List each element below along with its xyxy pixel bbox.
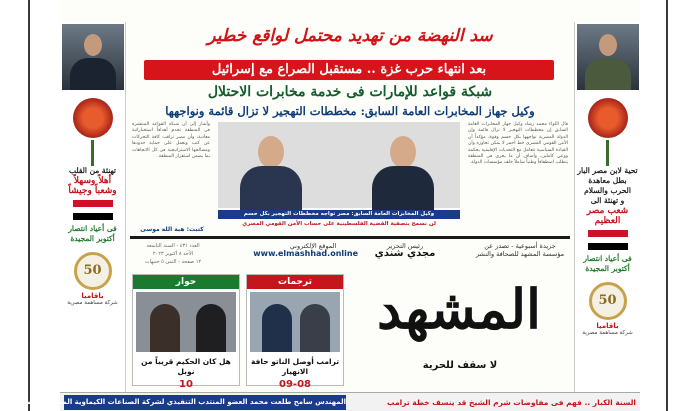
- guest-figure: [368, 128, 438, 208]
- anniversary-badge-icon: 50: [589, 282, 627, 320]
- newspaper-slogan: لا سقف للحرية: [422, 360, 498, 371]
- editor-label: رئيس التحرير: [386, 242, 424, 250]
- anniversary-badge-icon: 50: [74, 252, 112, 290]
- left-side-column: [60, 22, 126, 411]
- footer-ticker: [21, 392, 640, 411]
- frame-border-right: [666, 0, 668, 411]
- article-column-left: وأشار إلى أن شبكة القواعد المنتشرة فى المنطقة تخدم أهدافاً استخباراتية معادية، وأن مصر تراقب كافة التحركات عن كثب وتعمل على حماية حدودها ومصالحها الاستراتيجية فى كل الاتجاهات بما يضمن استقرار المنطقة.: [132, 122, 210, 160]
- right-greeting-text: و تهنئة الى: [590, 196, 625, 205]
- article-author: كتبت: هبة الله موسى: [140, 226, 204, 233]
- issue-line-2: الأحد ٨ أكتوبر ٢٠٢٣: [152, 251, 194, 257]
- rose-stem-icon: [606, 140, 609, 166]
- website-url[interactable]: www.elmashhad.online: [253, 249, 358, 258]
- president-portrait: [62, 24, 124, 90]
- blue-headline: وكيل جهاز المخابرات العامة السابق: مخططات التهجير لا تزال قائمة ونواجهها: [165, 104, 535, 118]
- left-tagline-text: شركة مساهمة مصرية: [67, 300, 118, 306]
- main-headline: سد النهضة من تهديد محتمل لواقع خطير: [207, 26, 493, 46]
- frame-border-left: [28, 0, 30, 411]
- publisher-credit: [472, 242, 568, 258]
- editor-credit: [360, 242, 450, 258]
- photo-caption-blue: وكيل المخابرات العامة السابق: مصر تواجه مخططات التهجير بكل حسم: [218, 210, 460, 219]
- logo-text: المشهد: [376, 277, 542, 341]
- translations-box[interactable]: [246, 274, 344, 390]
- left-congrats-text: تهنئة من القلب: [68, 166, 117, 175]
- right-brand-text: باقاميا: [596, 322, 619, 330]
- publisher-line-2: مؤسسة المشهد للصحافة والنشر: [475, 250, 565, 258]
- right-slogan-text: شعب مصر العظيم: [586, 206, 629, 226]
- article-photo: [218, 122, 460, 208]
- right-side-column: [574, 22, 640, 411]
- military-portrait: [577, 24, 639, 90]
- issue-info: [132, 242, 214, 266]
- translations-title: ترجمات: [247, 275, 343, 289]
- newspaper-logo: [350, 278, 568, 340]
- banner-headline: بعد انتهاء حرب غزة .. مستقبل الصراع مع إسرائيل: [144, 60, 554, 80]
- newspaper-page: [21, 0, 640, 411]
- egypt-flag-icon: [73, 200, 113, 220]
- issue-line-1: العدد ٤٣١ - السنة التاسعة: [146, 243, 200, 249]
- interviewer-figure: [236, 128, 306, 208]
- right-occasion-text: فى أعياد انتصار أكتوبر المجيدة: [583, 254, 632, 273]
- rose-icon: [73, 98, 113, 138]
- left-occasion-text: فى أعياد انتصار أكتوبر المجيدة: [68, 224, 117, 243]
- website-label: الموقع الإلكتروني: [289, 242, 337, 250]
- right-congrats-text: تحية لابن مصر البار بطل معاهدة الحرب والسلام: [577, 166, 638, 195]
- masthead-info-strip: [132, 242, 568, 270]
- dialogue-title: حوار: [133, 275, 239, 289]
- left-slogan-text: أهلاً وسهلاً وشعباً وجيشاً: [68, 176, 117, 196]
- rose-icon: [588, 98, 628, 138]
- translations-photo: [250, 292, 340, 352]
- publisher-line-1: جريدة أسبوعية - تصدر عن: [484, 242, 556, 250]
- editor-name: مجدي شندي: [374, 248, 436, 259]
- website-credit: [253, 242, 358, 258]
- article-column-right: قال اللواء محمد رشاد وكيل جهاز المخابرات العامة السابق إن مخططات التهجير لا تزال قائمة وإن الدولة المصرية تواجهها بكل حسم وقوة، مؤكداً أن الأمن القومي المصري خط أحمر لا يمكن تجاوزه وأن القيادة السياسية تتعامل مع التحديات الإقليمية بحكمة ووعي كاملين، وأضاف أن ما يجرى فى المنطقة يتطلب اصطفافاً وطنياً شاملاً خلف مؤسسات الدولة.: [468, 122, 568, 166]
- dialogue-photo: [136, 292, 236, 352]
- dialogue-box[interactable]: [132, 274, 240, 390]
- right-tagline-text: شركة مساهمة مصرية: [582, 330, 633, 336]
- left-brand-text: باقاميا: [81, 292, 104, 300]
- dialogue-caption: هل كان الحكيم قريباً من نوبل: [141, 357, 231, 376]
- egypt-flag-icon: [588, 230, 628, 250]
- translations-pages: 09-08: [279, 379, 311, 390]
- footer-headline-left: المهندس سامح طلعت محمد العضو المنتدب التنفيذي لشركة الصناعات الكيماوية المصرية (كيما): [64, 395, 346, 410]
- issue-line-3: ١٢ صفحة - الثمن ٥ جنيهات: [144, 259, 202, 265]
- dialogue-pages: 10: [179, 379, 193, 390]
- rose-stem-icon: [91, 140, 94, 166]
- green-headline: شبكة قواعد للإمارات فى خدمة مخابرات الاحتلال: [207, 84, 493, 100]
- translations-caption: ترامب أوصل الناتو حافة الانهيار: [250, 357, 340, 376]
- footer-headline-right: السنة الكبار .. فهم فى مفاوضات شرم الشيخ قد ينسف خطة ترامب: [387, 398, 636, 407]
- masthead-divider: [130, 236, 570, 239]
- photo-caption-red: لن نسمح بتصفية القضية الفلسطينية على حساب الأمن القومي المصري: [242, 221, 436, 227]
